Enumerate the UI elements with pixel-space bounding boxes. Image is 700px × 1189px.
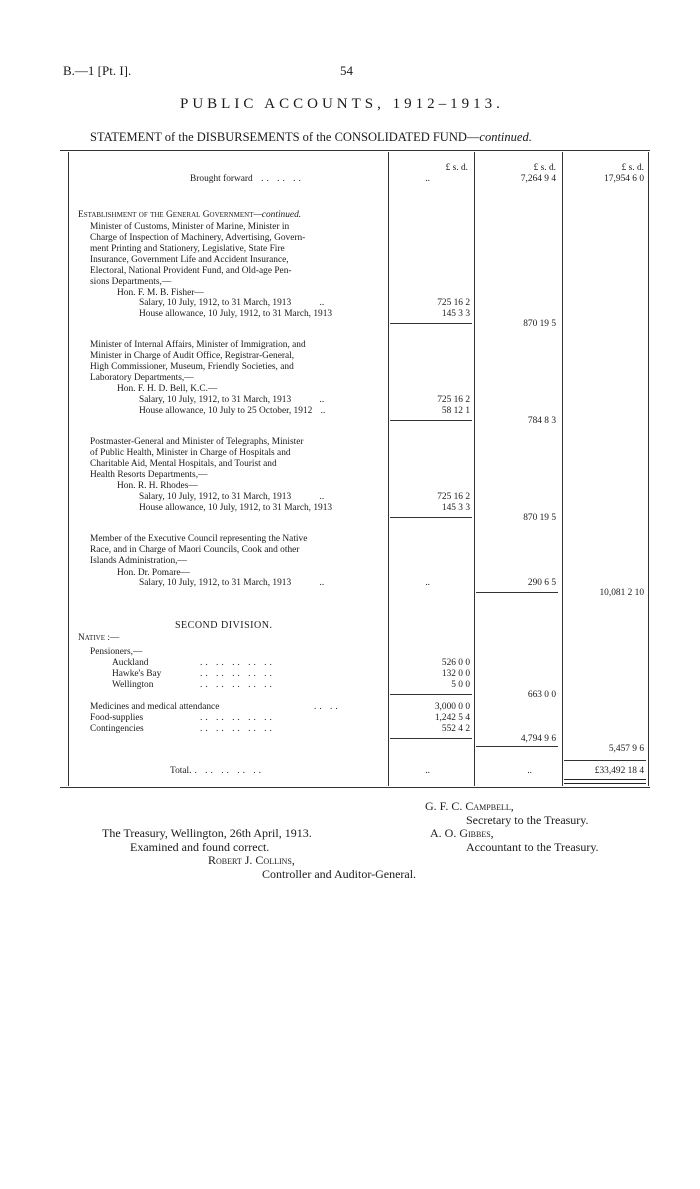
line-leader: .. bbox=[319, 492, 325, 502]
column-rule-5 bbox=[648, 152, 649, 786]
signer2-name: A. O. Gibbes, bbox=[430, 826, 494, 840]
brought-forward-leader: .. .. .. bbox=[261, 174, 304, 184]
page-number: 54 bbox=[340, 63, 353, 78]
block-fisher-subtotal-rule bbox=[390, 323, 472, 324]
pensioner-amount: 5 0 0 bbox=[451, 680, 470, 690]
block-fisher-house: House allowance, 10 July, 1912, to 31 March, 1913 bbox=[139, 309, 333, 319]
table-top-rule bbox=[60, 150, 650, 151]
pensioner-amount: 526 0 0 bbox=[441, 658, 470, 668]
establishment-heading-cont: —continued. bbox=[253, 210, 302, 220]
block-pomare-description: Member of the Executive Council representing the Native Race, and in Charge of Maori Councils, Cook and other Islands Administration,— bbox=[90, 534, 308, 566]
other-item: Medicines and medical attendance bbox=[90, 702, 220, 712]
block-rhodes-house: House allowance, 10 July, 1912, to 31 March, 1913 bbox=[139, 503, 333, 513]
line-label: House allowance, 10 July to 25 October, 1912 bbox=[139, 406, 313, 416]
brought-forward-c2: 7,264 9 4 bbox=[520, 174, 556, 184]
line-leader: .. bbox=[319, 395, 325, 405]
other-amount: 552 4 2 bbox=[441, 724, 470, 734]
column-header-2: £ s. d. bbox=[533, 163, 556, 173]
brought-forward-label bbox=[190, 174, 304, 185]
signer1-title: Secretary to the Treasury. bbox=[466, 813, 589, 827]
block-fisher-salary-amount: 725 16 2 bbox=[437, 298, 470, 308]
pensioner-amount: 132 0 0 bbox=[441, 669, 470, 679]
establishment-total: 10,081 2 10 bbox=[599, 588, 644, 598]
native-heading: Native :— bbox=[78, 633, 120, 643]
pensioners-total: 663 0 0 bbox=[527, 690, 556, 700]
division-subtotal-rule bbox=[476, 746, 558, 747]
block-fisher-total: 870 19 5 bbox=[523, 319, 556, 329]
block-rhodes-salary bbox=[139, 492, 324, 503]
block-rhodes-total: 870 19 5 bbox=[523, 513, 556, 523]
total-label: Total bbox=[170, 766, 190, 776]
block-fisher-house-amount: 145 3 3 bbox=[441, 309, 470, 319]
block-fisher-description: Minister of Customs, Minister of Marine, Minister in Charge of Inspection of Machinery, Advertising, Govern- ment Printing and Stationery, Legislative, State Fire Insurance, Government Life and Accident Insurance, Electoral, National Provident Fund, and Old-age Pen- sions Departments,— bbox=[90, 222, 306, 287]
examined-note: Examined and found correct. bbox=[130, 840, 270, 854]
column-rule-4 bbox=[562, 152, 563, 786]
establishment-heading bbox=[78, 210, 301, 221]
place-date: The Treasury, Wellington, 26th April, 1913. bbox=[102, 826, 312, 840]
brought-forward-c3: 17,954 6 0 bbox=[604, 174, 644, 184]
statement-subtitle bbox=[90, 130, 532, 145]
pensioner-place: Hawke's Bay bbox=[112, 669, 162, 679]
pensioner-leader: .. .. .. .. .. bbox=[200, 680, 275, 690]
column-rule-1 bbox=[68, 152, 69, 786]
other-item: Food-supplies bbox=[90, 713, 144, 723]
grand-total-c3: £33,492 18 4 bbox=[594, 766, 644, 776]
block-fisher-salary bbox=[139, 298, 324, 309]
total-leader: .. .. .. .. .. bbox=[189, 766, 264, 776]
block-bell-description: Minister of Internal Affairs, Minister of Immigration, and Minister in Charge of Audit Office, Registrar-General, High Commissioner, Museum, Friendly Societies, and Laboratory Departments,— bbox=[90, 340, 306, 383]
signer2-title: Accountant to the Treasury. bbox=[466, 840, 599, 854]
block-pomare-total: 290 6 5 bbox=[527, 578, 556, 588]
grand-total-c1: .. bbox=[425, 766, 430, 776]
line-label: Salary, 10 July, 1912, to 31 March, 1913 bbox=[139, 298, 292, 308]
block-pomare-salary-amount: .. bbox=[425, 578, 430, 588]
line-leader: .. bbox=[319, 298, 325, 308]
line-leader: .. bbox=[320, 406, 326, 416]
block-bell-salary-amount: 725 16 2 bbox=[437, 395, 470, 405]
division-total: 5,457 9 6 bbox=[608, 744, 644, 754]
pensioners-subtotal-rule bbox=[390, 694, 472, 695]
column-rule-2 bbox=[388, 152, 389, 786]
line-leader: .. bbox=[319, 578, 325, 588]
block-rhodes-subtotal-rule bbox=[390, 517, 472, 518]
pensioner-leader: .. .. .. .. .. bbox=[200, 658, 275, 668]
other-leader: .. .. bbox=[314, 702, 341, 712]
auditor-title: Controller and Auditor-General. bbox=[262, 867, 417, 881]
grand-total-c2: .. bbox=[527, 766, 532, 776]
other-total: 4,794 9 6 bbox=[520, 734, 556, 744]
block-bell-salary bbox=[139, 395, 324, 406]
column-header-1: £ s. d. bbox=[445, 163, 468, 173]
block-bell-house-amount: 58 12 1 bbox=[441, 406, 470, 416]
grand-total-top-rule bbox=[564, 760, 646, 761]
block-bell-subtotal-rule bbox=[390, 420, 472, 421]
other-item: Contingencies bbox=[90, 724, 144, 734]
pensioner-place: Auckland bbox=[112, 658, 149, 668]
block-rhodes-salary-amount: 725 16 2 bbox=[437, 492, 470, 502]
table-bottom-rule bbox=[60, 787, 650, 788]
block-bell-person: Hon. F. H. D. Bell, K.C.— bbox=[117, 384, 218, 394]
block-fisher-person: Hon. F. M. B. Fisher— bbox=[117, 288, 204, 298]
line-label: Salary, 10 July, 1912, to 31 March, 1913 bbox=[139, 395, 292, 405]
grand-total-double-rule bbox=[564, 779, 646, 784]
other-amount: 3,000 0 0 bbox=[434, 702, 470, 712]
other-leader: .. .. .. .. .. bbox=[200, 713, 275, 723]
block-pomare-person: Hon. Dr. Pomare— bbox=[117, 568, 190, 578]
pensioner-place: Wellington bbox=[112, 680, 154, 690]
brought-forward-text: Brought forward bbox=[190, 174, 253, 184]
block-rhodes-person: Hon. R. H. Rhodes— bbox=[117, 481, 198, 491]
auditor-name: Robert J. Collins, bbox=[208, 853, 295, 867]
other-leader: .. .. .. .. .. bbox=[200, 724, 275, 734]
subtitle-continued: continued. bbox=[479, 130, 532, 144]
block-bell-total: 784 8 3 bbox=[527, 416, 556, 426]
signer1-name: G. F. C. Campbell, bbox=[425, 799, 514, 813]
column-header-3: £ s. d. bbox=[621, 163, 644, 173]
grand-total-label bbox=[170, 766, 264, 777]
block-pomare-salary bbox=[139, 578, 324, 589]
subtitle-main: STATEMENT of the DISBURSEMENTS of the CONSOLIDATED FUND— bbox=[90, 130, 480, 144]
column-rule-3 bbox=[474, 152, 475, 786]
establishment-subtotal-rule bbox=[476, 592, 558, 593]
establishment-heading-sc: Establishment of the General Government bbox=[78, 210, 254, 220]
other-amount: 1,242 5 4 bbox=[434, 713, 470, 723]
block-rhodes-house-amount: 145 3 3 bbox=[441, 503, 470, 513]
block-bell-house bbox=[139, 406, 325, 417]
page-title: PUBLIC ACCOUNTS, 1912–1913. bbox=[180, 96, 504, 112]
other-subtotal-rule bbox=[390, 738, 472, 739]
pensioners-heading: Pensioners,— bbox=[90, 647, 143, 657]
pensioner-leader: .. .. .. .. .. bbox=[200, 669, 275, 679]
brought-forward-c1: .. bbox=[425, 174, 430, 184]
block-rhodes-description: Postmaster-General and Minister of Telegraphs, Minister of Public Health, Minister in Charge of Hospitals and Charitable Aid, Mental Hospitals, and Tourist and Health Resorts Departments,— bbox=[90, 437, 304, 480]
line-label: Salary, 10 July, 1912, to 31 March, 1913 bbox=[139, 492, 292, 502]
line-label: Salary, 10 July, 1912, to 31 March, 1913 bbox=[139, 578, 292, 588]
page-ref: B.—1 [Pt. I]. bbox=[63, 63, 132, 78]
second-division-heading: SECOND DIVISION. bbox=[175, 620, 273, 631]
